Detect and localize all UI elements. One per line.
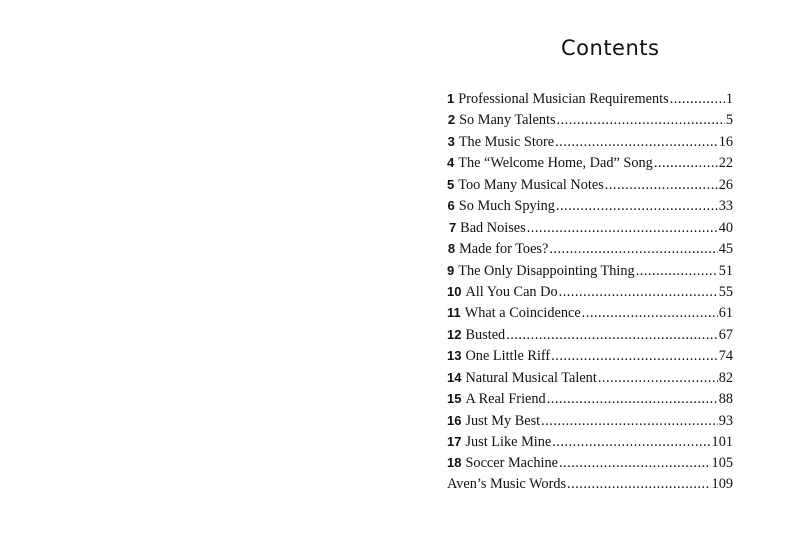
chapter-number: 11 [447,305,461,321]
dot-leader [567,474,711,495]
chapter-number: 5 [447,176,455,192]
dot-leader [555,132,718,153]
toc-entry [447,431,733,452]
chapter-title: Aven’s Music Words [447,475,567,492]
toc-entry [447,452,733,473]
chapter-number: 1 [447,91,455,106]
chapter-number: 18 [447,455,462,471]
chapter-number: 4 [447,155,455,171]
dot-leader [582,303,718,324]
dot-leader [552,432,710,453]
chapter-title: Bad Noises [460,219,526,236]
chapter-title: So Much Spying [458,198,555,215]
dot-leader [670,89,725,110]
chapter-number: 3 [447,133,455,149]
toc-entry [447,88,733,109]
toc-entry [447,281,733,302]
chapter-title: What a Coincidence [464,305,581,322]
toc-entry [447,367,733,388]
dot-leader [547,389,718,410]
chapter-number: 16 [447,412,462,428]
chapter-number: 13 [447,348,462,364]
chapter-title: The Music Store [458,133,555,150]
page-number: 45 [718,241,733,258]
chapter-number: 2 [447,112,456,128]
page-number: 93 [718,412,733,429]
toc-entry [447,217,733,238]
toc-entry [447,345,733,366]
page-number: 16 [718,133,733,150]
dot-leader [541,411,718,432]
page-number: 74 [718,348,733,365]
page-number: 5 [725,112,733,129]
page-number: 105 [711,455,733,472]
toc-entry [447,260,733,281]
chapter-number: 7 [448,219,457,235]
chapter-number: 10 [447,283,462,299]
chapter-title: Busted [465,326,506,343]
toc-entry [447,474,733,495]
dot-leader [598,368,718,389]
contents-title: Contents [561,36,660,60]
page-number: 51 [718,262,733,279]
page-number: 55 [718,283,733,300]
chapter-number: 15 [447,391,462,407]
dot-leader [549,239,717,260]
toc-entry [447,410,733,431]
dot-leader [556,196,718,217]
chapter-number: 9 [447,262,455,278]
page-number: 1 [725,91,733,107]
page-number: 101 [711,434,733,450]
toc-entry [447,302,733,323]
table-of-contents [447,88,733,495]
toc-entry [447,174,733,195]
dot-leader [605,175,718,196]
chapter-title: Just Like Mine [465,434,552,450]
chapter-number: 8 [447,241,456,257]
page-number: 33 [718,198,733,215]
chapter-title: Made for Toes? [459,241,549,258]
dot-leader [559,282,718,303]
page-number: 22 [718,155,733,172]
chapter-title: Professional Musician Requirements [458,91,669,107]
page-number: 61 [718,305,733,322]
contents-page [400,0,800,546]
dot-leader [506,325,718,346]
toc-entry [447,324,733,345]
page-number: 67 [718,326,733,343]
chapter-title: The Only Disappointing Thing [458,262,635,279]
chapter-title: One Little Riff [465,348,551,365]
chapter-title: Soccer Machine [465,455,558,472]
toc-entry [447,388,733,409]
dot-leader [551,346,718,367]
page-number: 82 [718,369,733,386]
chapter-title: Natural Musical Talent [465,369,597,386]
chapter-number: 14 [447,369,462,385]
chapter-title: Just My Best [465,412,541,429]
dot-leader [636,261,718,282]
dot-leader [557,110,725,131]
chapter-number: 17 [447,434,462,449]
dot-leader [654,153,718,174]
chapter-title: All You Can Do [465,283,558,300]
chapter-title: Too Many Musical Notes [458,176,604,193]
page-number: 109 [711,475,733,492]
toc-entry [447,131,733,152]
chapter-number: 12 [447,326,462,342]
toc-entry [447,109,733,130]
chapter-title: A Real Friend [465,391,546,408]
page-number: 26 [718,176,733,193]
dot-leader [559,453,711,474]
toc-entry [447,195,733,216]
chapter-number: 6 [447,198,455,214]
page-number: 88 [718,391,733,408]
chapter-title: The “Welcome Home, Dad” Song [458,155,653,172]
toc-entry [447,238,733,259]
chapter-title: So Many Talents [459,112,556,129]
page-number: 40 [718,219,733,236]
toc-entry [447,152,733,173]
dot-leader [527,218,718,239]
